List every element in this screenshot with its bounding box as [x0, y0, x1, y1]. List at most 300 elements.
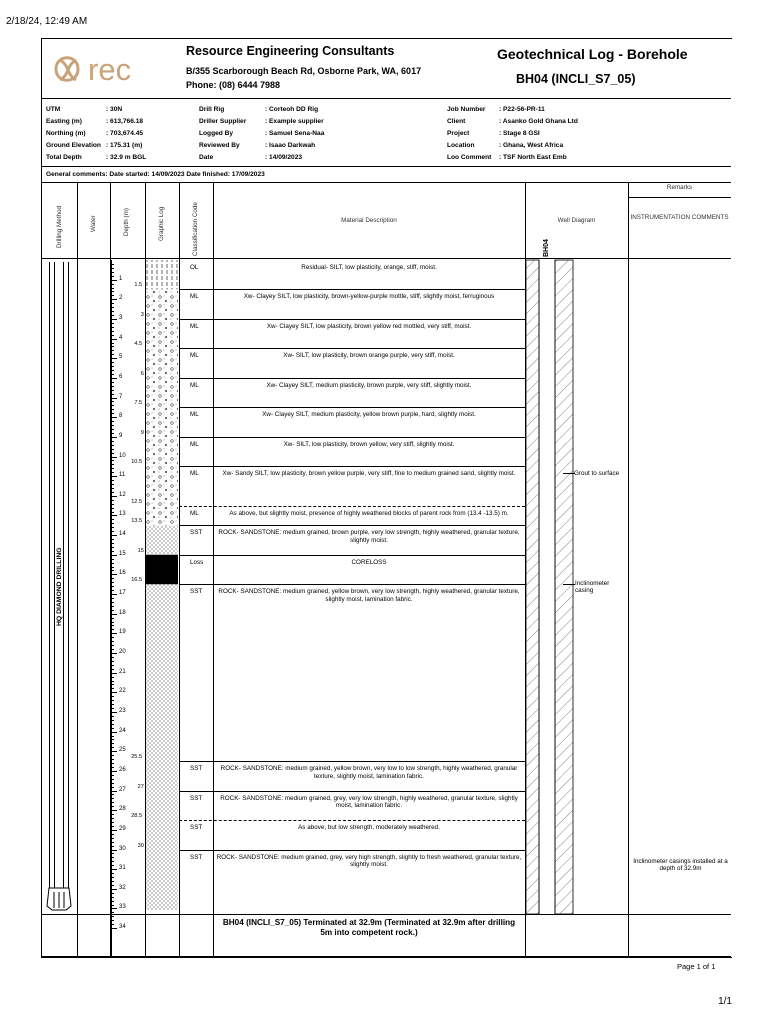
well-id: BH04 — [543, 239, 550, 257]
depth-minor-tick — [111, 315, 114, 316]
depth-minor-tick — [111, 877, 114, 878]
depth-tick — [111, 457, 117, 458]
depth-minor-tick — [111, 779, 114, 780]
depth-label: 10 — [119, 452, 126, 459]
layer-boundary — [179, 506, 525, 507]
rec-logo — [48, 48, 166, 90]
depth-minor-tick — [111, 916, 114, 917]
layer-boundary — [179, 820, 525, 821]
depth-minor-tick — [111, 284, 114, 285]
depth-tick — [111, 673, 117, 674]
depth-minor-tick — [111, 625, 114, 626]
graphic-layer — [146, 525, 178, 554]
depth-tick — [111, 515, 117, 516]
depth-label: 17 — [119, 590, 126, 597]
depth-minor-tick — [111, 311, 114, 312]
material-description: Xw- Clayey SILT, medium plasticity, yellow brown purple, hard, slightly moist. — [262, 411, 476, 419]
material-description: ROCK- SANDSTONE: medium grained, yellow brown, very low to low strength, highly weathered, granular texture, slightly moist, lamination fabric. — [220, 765, 518, 780]
depth-minor-tick — [111, 802, 114, 803]
layer-boundary-depth: 6 — [140, 370, 144, 377]
depth-minor-tick — [111, 268, 114, 269]
classification-code: ML — [190, 322, 199, 330]
depth-minor-tick — [111, 618, 114, 619]
classification-code: ML — [190, 411, 199, 419]
casing-leader — [563, 584, 575, 585]
depth-tick — [111, 280, 117, 281]
material-description: As above, but low strength, moderately weathered. — [298, 824, 440, 832]
depth-tick — [111, 692, 117, 693]
depth-minor-tick — [111, 295, 114, 296]
layer-boundary-depth: 12.5 — [131, 498, 143, 505]
depth-minor-tick — [111, 669, 114, 670]
material-description: ROCK- SANDSTONE: medium grained, brown purple, very low strength, highly weathered, granular texture, slightly moist. — [218, 529, 520, 544]
depth-minor-tick — [111, 382, 114, 383]
depth-minor-tick — [111, 736, 114, 737]
layer-boundary — [179, 407, 525, 408]
graphic-layer — [146, 348, 178, 377]
depth-minor-tick — [111, 602, 114, 603]
depth-label: 13 — [119, 511, 126, 518]
depth-minor-tick — [111, 567, 114, 568]
depth-label: 12 — [119, 491, 126, 498]
header-divider — [41, 98, 731, 99]
graphic-layer — [146, 378, 178, 407]
depth-minor-tick — [111, 743, 114, 744]
depth-tick — [111, 712, 117, 713]
depth-tick — [111, 574, 117, 575]
classification-code: ML — [190, 381, 199, 389]
depth-tick — [111, 830, 117, 831]
graphic-layer — [146, 791, 178, 820]
depth-minor-tick — [111, 637, 114, 638]
depth-tick — [111, 398, 117, 399]
classification-code: ML — [190, 293, 199, 301]
depth-tick — [111, 476, 117, 477]
depth-minor-tick — [111, 480, 114, 481]
depth-minor-tick — [111, 696, 114, 697]
layer-boundary-depth: 27 — [137, 783, 144, 790]
layer-boundary — [179, 348, 525, 349]
depth-minor-tick — [111, 924, 114, 925]
hole-id: BH04 (INCLI_S7_05) — [516, 72, 636, 86]
col-divider — [77, 182, 78, 956]
col-remarks: Remarks — [666, 184, 693, 191]
depth-minor-tick — [111, 570, 114, 571]
depth-minor-tick — [111, 543, 114, 544]
depth-minor-tick — [111, 468, 114, 469]
depth-minor-tick — [111, 728, 114, 729]
depth-minor-tick — [111, 606, 114, 607]
depth-minor-tick — [111, 814, 114, 815]
depth-minor-tick — [111, 842, 114, 843]
depth-label: 28 — [119, 806, 126, 813]
grout-column-right — [555, 260, 573, 914]
bottom-border — [41, 956, 731, 957]
depth-tick — [111, 771, 117, 772]
depth-minor-tick — [111, 527, 114, 528]
depth-minor-tick — [111, 598, 114, 599]
company-address: B/355 Scarborough Beach Rd, Osborne Park, WA, 6017 — [186, 66, 422, 76]
col-classification: Classification Code — [192, 202, 199, 256]
page-of: Page 1 of 1 — [677, 962, 716, 971]
depth-minor-tick — [111, 401, 114, 402]
depth-label: 3 — [119, 314, 123, 321]
depth-minor-tick — [111, 586, 114, 587]
depth-minor-tick — [111, 500, 114, 501]
depth-minor-tick — [111, 366, 114, 367]
depth-minor-tick — [111, 578, 114, 579]
depth-minor-tick — [111, 512, 114, 513]
depth-tick — [111, 535, 117, 536]
depth-label: 29 — [119, 825, 126, 832]
depth-minor-tick — [111, 622, 114, 623]
depth-minor-tick — [111, 460, 114, 461]
depth-tick — [111, 791, 117, 792]
depth-minor-tick — [111, 547, 114, 548]
depth-minor-tick — [111, 276, 114, 277]
depth-minor-tick — [111, 755, 114, 756]
col-graphic-log: Graphic Log — [158, 206, 165, 241]
casing-note: Inclinometer casing — [575, 580, 610, 595]
depth-tick — [111, 496, 117, 497]
depth-minor-tick — [111, 806, 114, 807]
depth-tick — [111, 417, 117, 418]
material-description: Xw- Sandy SILT, low plasticity, brown yellow purple, very stiff, fine to medium grained sand, slightly moist. — [222, 470, 516, 478]
depth-label: 14 — [119, 531, 126, 538]
depth-minor-tick — [111, 677, 114, 678]
material-description: Xw- Clayey SILT, low plasticity, brown yellow red mottled, very stiff, moist. — [266, 322, 472, 330]
layer-boundary-depth: 16.5 — [131, 577, 143, 584]
depth-label: 9 — [119, 432, 123, 439]
logo-text: rec — [88, 52, 132, 87]
depth-minor-tick — [111, 350, 114, 351]
drill-bit-icon — [44, 884, 74, 912]
depth-tick — [111, 358, 117, 359]
depth-minor-tick — [111, 531, 114, 532]
depth-minor-tick — [111, 775, 114, 776]
layer-boundary — [179, 791, 525, 792]
material-description: CORELOSS — [351, 558, 387, 566]
graphic-log — [145, 258, 179, 914]
depth-minor-tick — [111, 645, 114, 646]
depth-label: 8 — [119, 413, 123, 420]
depth-minor-tick — [111, 303, 114, 304]
col-drilling-method: Drilling Method — [56, 206, 63, 248]
depth-minor-tick — [111, 649, 114, 650]
depth-minor-tick — [111, 794, 114, 795]
depth-tick — [111, 908, 117, 909]
depth-minor-tick — [111, 759, 114, 760]
depth-minor-tick — [111, 681, 114, 682]
general-comments: General comments: Date started: 14/09/2023 Date finished: 17/09/2023 — [46, 171, 265, 178]
depth-minor-tick — [111, 370, 114, 371]
depth-minor-tick — [111, 610, 114, 611]
company-phone: Phone: (08) 6444 7988 — [186, 80, 281, 90]
graphic-layer — [146, 466, 178, 505]
depth-minor-tick — [111, 861, 114, 862]
print-page-number: 1/1 — [718, 996, 732, 1007]
depth-tick — [111, 437, 117, 438]
depth-label: 24 — [119, 727, 126, 734]
depth-minor-tick — [111, 354, 114, 355]
depth-tick — [111, 732, 117, 733]
depth-tick — [111, 928, 117, 929]
depth-tick — [111, 594, 117, 595]
depth-minor-tick — [111, 539, 114, 540]
depth-axis — [111, 260, 112, 956]
depth-label: 33 — [119, 904, 126, 911]
depth-minor-tick — [111, 688, 114, 689]
depth-minor-tick — [111, 331, 114, 332]
col-divider — [628, 182, 629, 956]
depth-minor-tick — [111, 551, 114, 552]
layer-boundary-depth: 9 — [140, 429, 144, 436]
graphic-layer — [146, 289, 178, 318]
depth-minor-tick — [111, 798, 114, 799]
classification-code: SST — [190, 794, 203, 802]
depth-minor-tick — [111, 464, 114, 465]
depth-minor-tick — [111, 747, 114, 748]
depth-label: 21 — [119, 668, 126, 675]
depth-label: 22 — [119, 688, 126, 695]
depth-tick — [111, 653, 117, 654]
depth-minor-tick — [111, 893, 114, 894]
graphic-layer — [146, 506, 178, 526]
layer-boundary-depth: 13.5 — [131, 518, 143, 525]
col-material: Material Description — [341, 217, 397, 224]
depth-minor-tick — [111, 335, 114, 336]
depth-minor-tick — [111, 362, 114, 363]
classification-code: SST — [190, 824, 203, 832]
depth-tick — [111, 869, 117, 870]
depth-minor-tick — [111, 920, 114, 921]
remarks-divider — [628, 197, 731, 198]
grout-column-left — [526, 260, 539, 914]
depth-tick — [111, 555, 117, 556]
depth-minor-tick — [111, 484, 114, 485]
layer-boundary — [179, 584, 525, 585]
depth-label: 7 — [119, 393, 123, 400]
depth-label: 5 — [119, 354, 123, 361]
depth-label: 27 — [119, 786, 126, 793]
depth-label: 30 — [119, 845, 126, 852]
depth-minor-tick — [111, 390, 114, 391]
depth-tick — [111, 339, 117, 340]
graphic-layer — [146, 850, 178, 911]
depth-minor-tick — [111, 826, 114, 827]
depth-minor-tick — [111, 264, 114, 265]
material-description: ROCK- SANDSTONE: medium grained, grey, very low strength, highly weathered, granular texture, slightly moist, lamination fabric. — [220, 794, 518, 810]
depth-minor-tick — [111, 523, 114, 524]
classification-code: OL — [190, 264, 199, 271]
depth-minor-tick — [111, 590, 114, 591]
depth-label: 4 — [119, 334, 123, 341]
depth-tick — [111, 889, 117, 890]
layer-boundary-depth: 3 — [140, 311, 144, 318]
layer-boundary-depth: 25.5 — [131, 754, 143, 761]
termination-note: BH04 (INCLI_S7_05) Terminated at 32.9m (Terminated at 32.9m after drilling 5m into competent rock.) — [222, 918, 516, 937]
depth-minor-tick — [111, 767, 114, 768]
depth-minor-tick — [111, 708, 114, 709]
depth-label: 32 — [119, 884, 126, 891]
layer-boundary-depth: 10.5 — [131, 459, 143, 466]
depth-minor-tick — [111, 374, 114, 375]
grout-note: Grout to surface — [574, 470, 620, 477]
depth-minor-tick — [111, 846, 114, 847]
col-divider — [179, 182, 180, 956]
layer-boundary-depth: 30 — [137, 842, 144, 849]
material-description: Xw- SILT, low plasticity, brown orange purple, very stiff, moist. — [283, 352, 455, 360]
col-well: Well Diagram — [557, 217, 596, 224]
material-description: Xw- Clayey SILT, low plasticity, brown-yellow-purple mottle, stiff, slightly moist, ferruginous — [243, 293, 495, 301]
depth-minor-tick — [111, 818, 114, 819]
depth-minor-tick — [111, 346, 114, 347]
depth-minor-tick — [111, 838, 114, 839]
depth-tick — [111, 810, 117, 811]
print-timestamp: 2/18/24, 12:49 AM — [6, 16, 88, 27]
depth-minor-tick — [111, 724, 114, 725]
depth-minor-tick — [111, 739, 114, 740]
layer-boundary — [179, 761, 525, 762]
depth-minor-tick — [111, 865, 114, 866]
depth-minor-tick — [111, 445, 114, 446]
graphic-layer — [146, 319, 178, 348]
depth-minor-tick — [111, 327, 114, 328]
classification-code: ML — [190, 440, 199, 448]
layer-boundary — [179, 437, 525, 438]
depth-tick — [111, 850, 117, 851]
depth-label: 23 — [119, 707, 126, 714]
depth-minor-tick — [111, 822, 114, 823]
depth-label: 18 — [119, 609, 126, 616]
classification-code: SST — [190, 765, 203, 773]
depth-minor-tick — [111, 700, 114, 701]
classification-code: SST — [190, 529, 203, 537]
classification-code: ML — [190, 470, 199, 478]
layer-boundary-depth: 7.5 — [134, 400, 143, 407]
classification-code: SST — [190, 588, 203, 596]
depth-minor-tick — [111, 508, 114, 509]
material-description: ROCK- SANDSTONE: medium grained, grey, very high strength, slightly to fresh weathered, granular texture, slightly moist. — [216, 853, 522, 869]
document-title: Geotechnical Log - Borehole — [497, 46, 688, 62]
depth-minor-tick — [111, 834, 114, 835]
depth-minor-tick — [111, 504, 114, 505]
classification-code: ML — [190, 352, 199, 360]
depth-minor-tick — [111, 763, 114, 764]
layer-boundary — [179, 319, 525, 320]
material-description: Residual- SILT, low plasticity, orange, stiff, moist. — [301, 264, 437, 271]
material-description: ROCK- SANDSTONE: medium grained, yellow brown, very low strength, highly weathered, granular texture, slightly moist, lamination fabric. — [218, 588, 520, 603]
depth-minor-tick — [111, 441, 114, 442]
classification-code: ML — [190, 509, 199, 517]
depth-minor-tick — [111, 272, 114, 273]
col-depth: Depth (m) — [123, 208, 130, 236]
depth-tick — [111, 751, 117, 752]
depth-minor-tick — [111, 449, 114, 450]
depth-tick — [111, 614, 117, 615]
graphic-layer — [146, 437, 178, 466]
core-loss-block — [146, 555, 178, 584]
depth-minor-tick — [111, 787, 114, 788]
depth-minor-tick — [111, 409, 114, 410]
drilling-method-label: HQ DIAMOND DRILLING — [56, 547, 63, 626]
depth-minor-tick — [111, 453, 114, 454]
depth-minor-tick — [111, 288, 114, 289]
depth-label: 1 — [119, 275, 123, 282]
graphic-layer — [146, 584, 178, 761]
graphic-layer — [146, 407, 178, 436]
depth-label: 20 — [119, 649, 126, 655]
depth-minor-tick — [111, 661, 114, 662]
col-divider — [213, 182, 214, 956]
depth-tick — [111, 299, 117, 300]
layer-boundary-depth: 4.5 — [134, 341, 143, 348]
depth-minor-tick — [111, 343, 114, 344]
depth-label: 16 — [119, 570, 126, 577]
depth-minor-tick — [111, 720, 114, 721]
depth-minor-tick — [111, 905, 114, 906]
company-name: Resource Engineering Consultants — [186, 44, 395, 58]
depth-label: 11 — [119, 472, 126, 479]
depth-label: 34 — [119, 924, 126, 931]
depth-minor-tick — [111, 291, 114, 292]
depth-minor-tick — [111, 641, 114, 642]
depth-minor-tick — [111, 559, 114, 560]
col-water: Water — [90, 215, 97, 232]
depth-minor-tick — [111, 657, 114, 658]
depth-label: 19 — [119, 629, 126, 636]
material-description: Xw- SILT, low plasticity, brown yellow, very stiff, slightly moist. — [283, 440, 455, 448]
layer-boundary — [179, 289, 525, 290]
layer-boundary-depth: 1.5 — [134, 282, 143, 289]
layer-boundary — [179, 525, 525, 526]
depth-minor-tick — [111, 425, 114, 426]
layer-boundary — [179, 850, 525, 851]
depth-label: 6 — [119, 373, 123, 380]
depth-minor-tick — [111, 629, 114, 630]
info-divider — [41, 166, 731, 167]
material-description: Xw- Clayey SILT, medium plasticity, brown purple, very stiff, slightly moist. — [266, 381, 472, 389]
instrumentation-comment: Inclinometer casings installed at a depth of 32.9m — [633, 858, 728, 873]
depth-minor-tick — [111, 853, 114, 854]
col-instrumentation: INSTRUMENTATION COMMENTS — [630, 214, 729, 221]
depth-minor-tick — [111, 307, 114, 308]
depth-minor-tick — [111, 665, 114, 666]
depth-minor-tick — [111, 704, 114, 705]
depth-minor-tick — [111, 394, 114, 395]
depth-minor-tick — [111, 582, 114, 583]
depth-minor-tick — [111, 386, 114, 387]
depth-minor-tick — [111, 881, 114, 882]
depth-minor-tick — [111, 716, 114, 717]
depth-minor-tick — [111, 488, 114, 489]
classification-code: Loss — [190, 558, 204, 566]
layer-boundary-depth: 28.5 — [131, 813, 143, 820]
depth-tick — [111, 378, 117, 379]
layer-boundary — [179, 555, 525, 556]
depth-minor-tick — [111, 405, 114, 406]
depth-minor-tick — [111, 433, 114, 434]
termination-divider — [41, 914, 731, 915]
depth-tick — [111, 319, 117, 320]
depth-minor-tick — [111, 323, 114, 324]
depth-tick — [111, 633, 117, 634]
depth-label: 26 — [119, 766, 126, 773]
layer-boundary — [179, 378, 525, 379]
depth-minor-tick — [111, 421, 114, 422]
graphic-layer — [146, 260, 178, 289]
depth-minor-tick — [111, 472, 114, 473]
